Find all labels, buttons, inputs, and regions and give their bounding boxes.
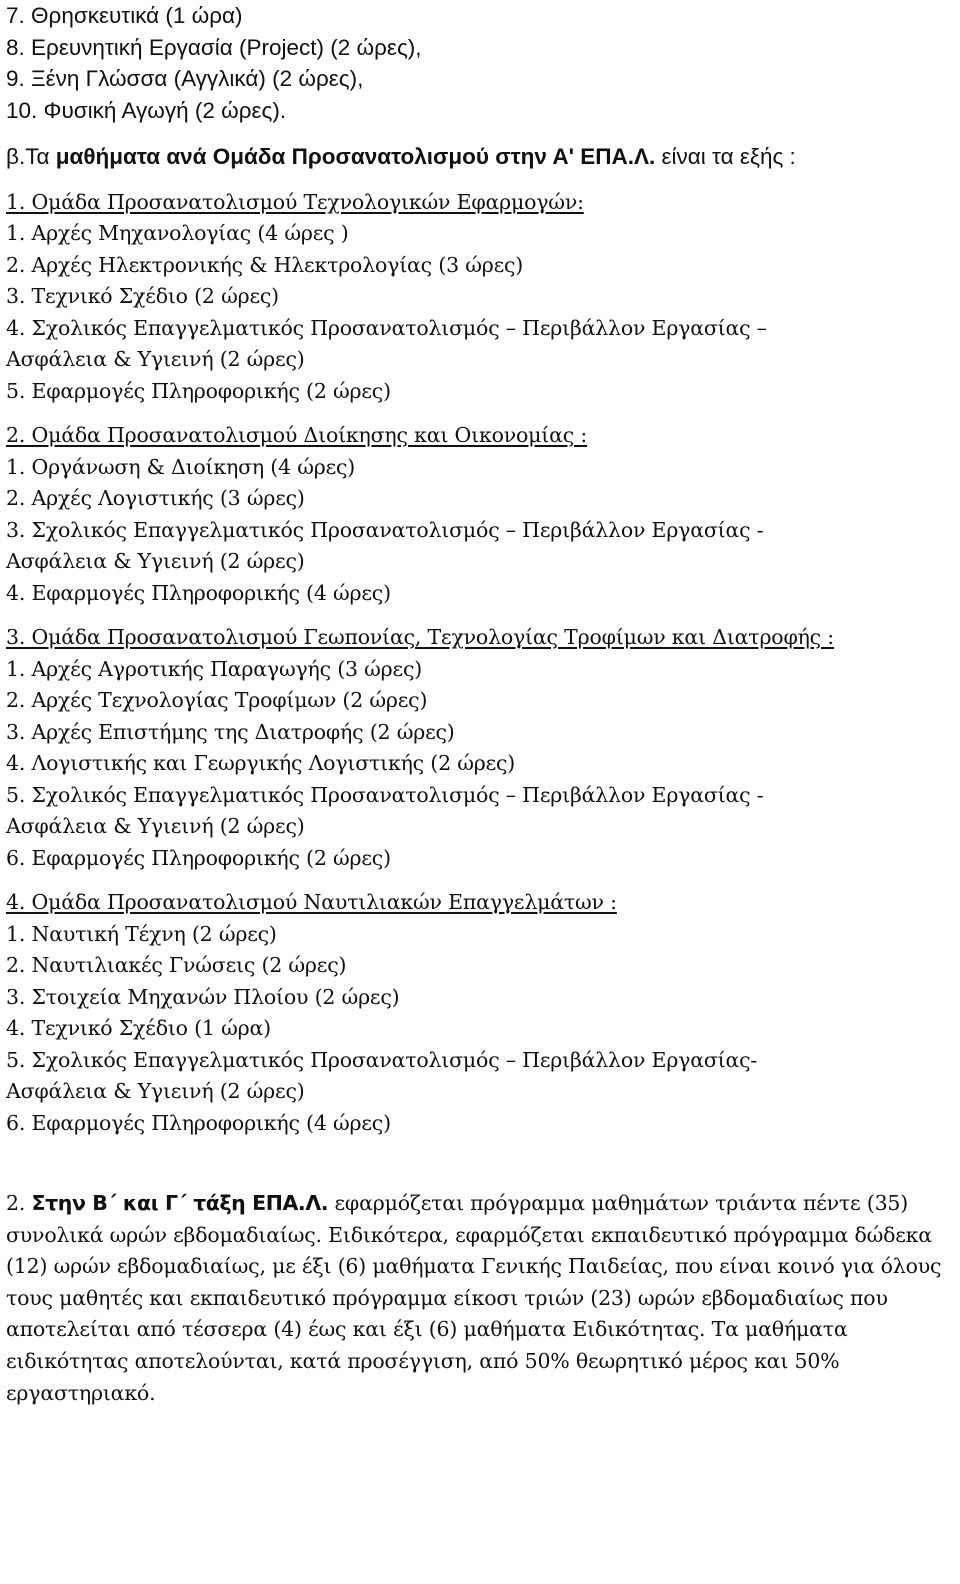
group-agriculture: [6, 622, 956, 874]
paragraph-number: 2.: [6, 1191, 32, 1215]
paragraph-body: εφαρμόζεται πρόγραμμα μαθημάτων τριάντα πέντε (35) συνολικά ωρών εβδομαδιαίως. Ειδικότερα, εφαρμόζεται εκπαιδευτικό πρόγραμμα δώδεκα (12) ωρών εβδομαδιαίως, με έξι (6) μαθήματα Γενικής Παιδείας, που είναι κοινό για όλους τους μαθητές και εκπαιδευτικό πρόγραμμα είκοσι τριών (23) ωρών εβδομαδιαίως που αποτελείται από τέσσερα (4) έως και έξι (6) μαθήματα Ειδικότητας. Τα μαθήματα ειδικότητας αποτελούνται, κατά προσέγγιση, από 50% θεωρητικό μέρος και 50% εργαστηριακό.: [6, 1191, 942, 1405]
list-item: 6. Εφαρμογές Πληροφορικής (2 ώρες): [6, 845, 391, 870]
section-intro: [6, 141, 956, 173]
list-item: 4. Εφαρμογές Πληροφορικής (4 ώρες): [6, 580, 391, 605]
list-item: 5. Εφαρμογές Πληροφορικής (2 ώρες): [6, 378, 391, 403]
list-item: 9. Ξένη Γλώσσα (Αγγλικά) (2 ώρες),: [6, 66, 364, 91]
list-item: 1. Αρχές Αγροτικής Παραγωγής (3 ώρες): [6, 656, 423, 681]
section-intro-prefix: β.Τα: [6, 144, 56, 169]
list-item: 1. Οργάνωση & Διοίκηση (4 ώρες): [6, 454, 356, 479]
list-item: Ασφάλεια & Υγιεινή (2 ώρες): [6, 814, 305, 838]
general-subjects-list: [6, 0, 956, 126]
list-item: 1. Αρχές Μηχανολογίας (4 ώρες ): [6, 221, 349, 245]
list-item: 5. Σχολικός Επαγγελματικός Προσανατολισμός – Περιβάλλον Εργασίας-: [6, 1047, 758, 1072]
group-maritime: [6, 887, 956, 1139]
list-item: 4. Λογιστικής και Γεωργικής Λογιστικής (2 ώρες): [6, 751, 516, 775]
group-technological: [6, 187, 956, 408]
closing-paragraph: [6, 1188, 954, 1409]
list-item: 2. Αρχές Τεχνολογίας Τροφίμων (2 ώρες): [6, 688, 428, 712]
document-page: [6, 0, 956, 1409]
list-item: 3. Στοιχεία Μηχανών Πλοίου (2 ώρες): [6, 984, 400, 1009]
list-item: 2. Αρχές Λογιστικής (3 ώρες): [6, 486, 305, 510]
list-item: 1. Ναυτική Τέχνη (2 ώρες): [6, 921, 277, 946]
group-heading: 1. Ομάδα Προσανατολισμού Τεχνολογικών Εφαρμογών:: [6, 189, 584, 214]
list-item: 3. Τεχνικό Σχέδιο (2 ώρες): [6, 284, 279, 308]
group-heading: 2. Ομάδα Προσανατολισμού Διοίκησης και Οικονομίας :: [6, 423, 588, 447]
list-item: 5. Σχολικός Επαγγελματικός Προσανατολισμός – Περιβάλλον Εργασίας -: [6, 782, 764, 807]
group-heading: 3. Ομάδα Προσανατολισμού Γεωπονίας, Τεχνολογίας Τροφίμων και Διατροφής :: [6, 625, 834, 649]
list-item: 4. Σχολικός Επαγγελματικός Προσανατολισμός – Περιβάλλον Εργασίας –: [6, 315, 767, 340]
group-heading: 4. Ομάδα Προσανατολισμού Ναυτιλιακών Επαγγελμάτων :: [6, 890, 617, 914]
list-item: Ασφάλεια & Υγιεινή (2 ώρες): [6, 347, 305, 371]
list-item: 7. Θρησκευτικά (1 ώρα): [6, 3, 243, 28]
list-item: 10. Φυσική Αγωγή (2 ώρες).: [6, 97, 287, 123]
list-item: 4. Τεχνικό Σχέδιο (1 ώρα): [6, 1016, 271, 1040]
section-intro-suffix: είναι τα εξής :: [655, 144, 796, 169]
list-item: 2. Αρχές Ηλεκτρονικής & Ηλεκτρολογίας (3 ώρες): [6, 252, 524, 277]
list-item: Ασφάλεια & Υγιεινή (2 ώρες): [6, 549, 305, 573]
list-item: Ασφάλεια & Υγιεινή (2 ώρες): [6, 1079, 305, 1103]
paragraph-bold-lead: Στην Β΄ και Γ΄ τάξη ΕΠΑ.Λ.: [31, 1191, 329, 1215]
list-item: 3. Αρχές Επιστήμης της Διατροφής (2 ώρες): [6, 719, 455, 744]
group-administration: [6, 420, 956, 609]
list-item: 8. Ερευνητική Εργασία (Project) (2 ώρες),: [6, 34, 422, 60]
list-item: 2. Ναυτιλιακές Γνώσεις (2 ώρες): [6, 953, 347, 977]
list-item: 3. Σχολικός Επαγγελματικός Προσανατολισμός – Περιβάλλον Εργασίας -: [6, 517, 764, 542]
list-item: 6. Εφαρμογές Πληροφορικής (4 ώρες): [6, 1110, 391, 1135]
section-intro-bold: μαθήματα ανά Ομάδα Προσανατολισμού στην Α' ΕΠΑ.Λ.: [55, 144, 656, 169]
